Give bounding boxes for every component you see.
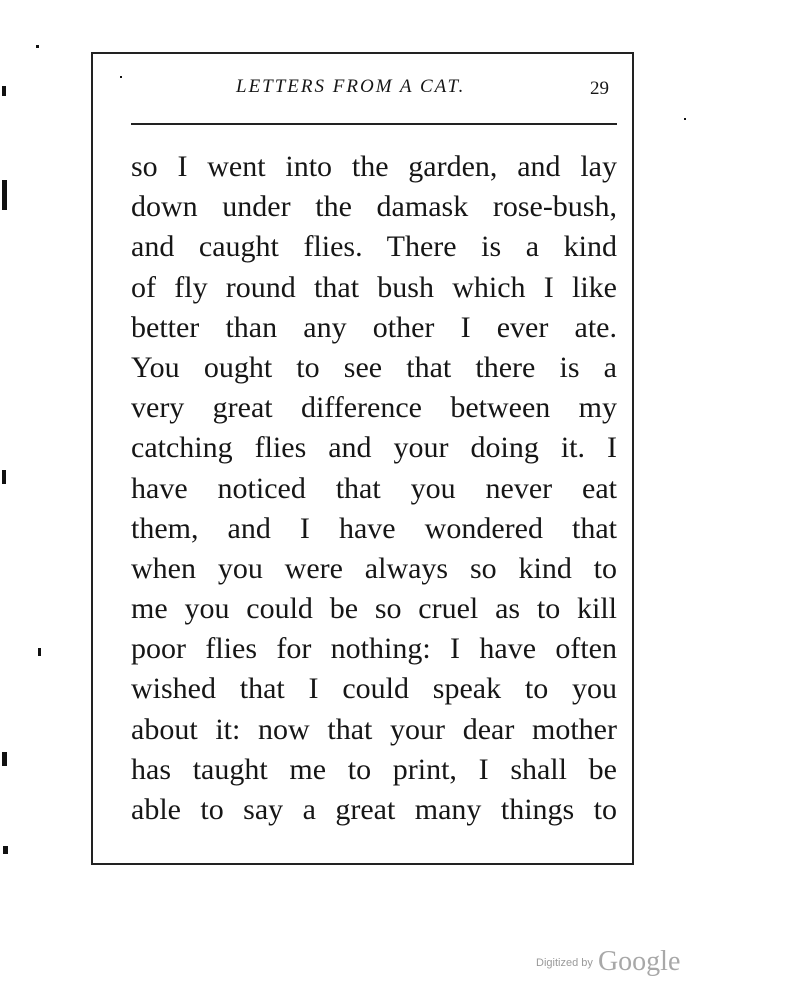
text-line: poor flies for nothing: I have often <box>131 632 617 666</box>
text-line: has taught me to print, I shall be <box>131 752 617 786</box>
body-text <box>131 147 617 830</box>
text-line: them, and I have wondered that <box>131 511 617 545</box>
text-line: able to say a great many things to <box>131 793 617 826</box>
scan-mark <box>684 118 686 120</box>
text-line: me you could be so cruel as to kill <box>131 592 617 626</box>
scan-mark <box>120 76 122 78</box>
text-line: so I went into the garden, and lay <box>131 150 617 183</box>
digitized-by-google-watermark <box>536 946 736 980</box>
text-line: about it: now that your dear mother <box>131 712 617 746</box>
page-number: 29 <box>590 78 609 99</box>
running-title: LETTERS FROM A CAT. <box>236 76 466 97</box>
text-line: when you were always so kind to <box>131 551 617 585</box>
text-line: wished that I could speak to you <box>131 672 617 706</box>
scan-mark <box>36 45 39 48</box>
watermark-prefix: Digitized by <box>536 957 593 969</box>
scan-mark <box>3 846 8 854</box>
google-logo: Google <box>597 946 681 977</box>
scan-mark <box>2 470 6 484</box>
text-line: of fly round that bush which I like <box>131 270 617 304</box>
header-rule <box>131 123 617 125</box>
text-line: and caught flies. There is a kind <box>131 230 617 264</box>
text-line: better than any other I ever ate. <box>131 310 617 344</box>
scan-mark <box>38 648 41 656</box>
text-line: have noticed that you never eat <box>131 471 617 505</box>
scan-mark <box>2 86 6 96</box>
text-line: down under the damask rose-bush, <box>131 190 617 224</box>
text-line: You ought to see that there is a <box>131 350 617 384</box>
text-line: catching flies and your doing it. I <box>131 431 617 465</box>
text-line: very great difference between my <box>131 391 617 425</box>
scan-mark <box>2 752 7 766</box>
scan-mark <box>2 180 7 210</box>
